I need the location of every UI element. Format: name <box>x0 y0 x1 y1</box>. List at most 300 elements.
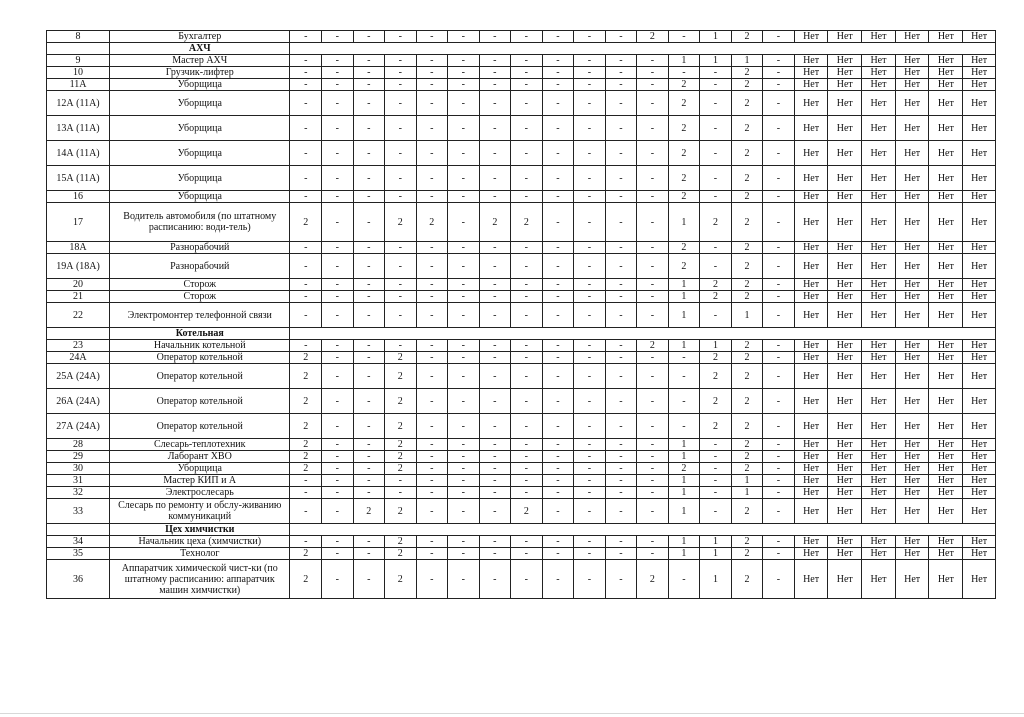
class-value-cell: - <box>763 352 795 364</box>
class-value-cell: - <box>574 254 606 279</box>
class-value-cell: - <box>479 55 511 67</box>
class-value-cell: 2 <box>731 91 763 116</box>
class-value-cell: 2 <box>385 560 417 599</box>
class-value-cell: 2 <box>290 463 322 475</box>
row-number-cell: 9 <box>47 55 110 67</box>
class-value-cell: - <box>605 141 637 166</box>
class-value-cell: - <box>700 451 732 463</box>
class-value-cell: - <box>763 116 795 141</box>
class-value-cell: - <box>385 55 417 67</box>
position-name-cell: Начальник котельной <box>110 340 290 352</box>
table-row <box>47 166 996 191</box>
table-row <box>47 487 996 499</box>
class-value-cell: - <box>353 166 385 191</box>
class-value-cell: 1 <box>700 536 732 548</box>
benefit-value-cell: Нет <box>794 203 828 242</box>
benefit-value-cell: Нет <box>895 303 929 328</box>
class-value-cell: - <box>322 499 354 524</box>
class-value-cell: - <box>416 67 448 79</box>
class-value-cell: 1 <box>700 55 732 67</box>
class-value-cell: 2 <box>668 166 700 191</box>
class-value-cell: - <box>542 242 574 254</box>
benefit-value-cell: Нет <box>929 55 963 67</box>
position-name-cell: Электрослесарь <box>110 487 290 499</box>
class-value-cell: - <box>322 79 354 91</box>
class-value-cell: - <box>574 499 606 524</box>
position-name-cell: Уборщица <box>110 79 290 91</box>
section-title: Котельная <box>110 328 290 340</box>
benefit-value-cell: Нет <box>828 79 862 91</box>
class-value-cell: - <box>542 291 574 303</box>
benefit-value-cell: Нет <box>963 487 996 499</box>
benefit-value-cell: Нет <box>828 414 862 439</box>
class-value-cell: - <box>763 475 795 487</box>
class-value-cell: - <box>353 303 385 328</box>
class-value-cell: - <box>700 487 732 499</box>
class-value-cell: - <box>290 475 322 487</box>
benefit-value-cell: Нет <box>895 203 929 242</box>
class-value-cell: - <box>511 303 543 328</box>
benefit-value-cell: Нет <box>929 340 963 352</box>
class-value-cell: - <box>763 451 795 463</box>
class-value-cell: - <box>385 79 417 91</box>
benefit-value-cell: Нет <box>895 487 929 499</box>
table-row <box>47 548 996 560</box>
class-value-cell: 2 <box>290 203 322 242</box>
class-value-cell: 2 <box>668 254 700 279</box>
benefit-value-cell: Нет <box>862 536 896 548</box>
class-value-cell: - <box>574 166 606 191</box>
class-value-cell: - <box>763 487 795 499</box>
benefit-value-cell: Нет <box>929 414 963 439</box>
class-value-cell: - <box>542 31 574 43</box>
class-value-cell: - <box>448 536 480 548</box>
class-value-cell: - <box>574 55 606 67</box>
class-value-cell: 1 <box>668 303 700 328</box>
class-value-cell: - <box>353 291 385 303</box>
class-value-cell: - <box>574 548 606 560</box>
benefit-value-cell: Нет <box>828 55 862 67</box>
benefit-value-cell: Нет <box>895 560 929 599</box>
benefit-value-cell: Нет <box>963 79 996 91</box>
class-value-cell: - <box>700 499 732 524</box>
class-value-cell: - <box>763 242 795 254</box>
class-value-cell: - <box>416 548 448 560</box>
class-value-cell: 1 <box>668 291 700 303</box>
class-value-cell: - <box>448 475 480 487</box>
benefit-value-cell: Нет <box>794 55 828 67</box>
benefit-value-cell: Нет <box>929 254 963 279</box>
class-value-cell: - <box>479 560 511 599</box>
benefit-value-cell: Нет <box>929 548 963 560</box>
position-name-cell: Мастер КИП и А <box>110 475 290 487</box>
class-value-cell: - <box>511 191 543 203</box>
class-value-cell: 1 <box>668 55 700 67</box>
class-value-cell: - <box>448 166 480 191</box>
benefit-value-cell: Нет <box>794 340 828 352</box>
benefit-value-cell: Нет <box>895 499 929 524</box>
class-value-cell: - <box>637 242 669 254</box>
class-value-cell: 2 <box>385 439 417 451</box>
class-value-cell: - <box>574 475 606 487</box>
benefit-value-cell: Нет <box>929 560 963 599</box>
benefit-value-cell: Нет <box>828 439 862 451</box>
class-value-cell: 1 <box>700 560 732 599</box>
class-value-cell: - <box>479 254 511 279</box>
benefit-value-cell: Нет <box>794 487 828 499</box>
class-value-cell: - <box>290 91 322 116</box>
benefit-value-cell: Нет <box>929 499 963 524</box>
benefit-value-cell: Нет <box>794 166 828 191</box>
class-value-cell: - <box>637 91 669 116</box>
class-value-cell: 1 <box>668 203 700 242</box>
table-row <box>47 254 996 279</box>
benefit-value-cell: Нет <box>794 352 828 364</box>
position-name-cell: Оператор котельной <box>110 389 290 414</box>
class-value-cell: - <box>511 242 543 254</box>
class-value-cell: - <box>763 291 795 303</box>
class-value-cell: - <box>353 203 385 242</box>
class-value-cell: - <box>416 279 448 291</box>
benefit-value-cell: Нет <box>895 340 929 352</box>
class-value-cell: - <box>479 499 511 524</box>
class-value-cell: 2 <box>731 340 763 352</box>
class-value-cell: - <box>416 414 448 439</box>
class-value-cell: - <box>763 91 795 116</box>
class-value-cell: - <box>542 340 574 352</box>
benefit-value-cell: Нет <box>862 303 896 328</box>
class-value-cell: - <box>542 439 574 451</box>
class-value-cell: - <box>637 389 669 414</box>
benefit-value-cell: Нет <box>794 242 828 254</box>
class-value-cell: - <box>542 499 574 524</box>
benefit-value-cell: Нет <box>963 203 996 242</box>
section-row <box>47 43 996 55</box>
class-value-cell: 1 <box>700 340 732 352</box>
class-value-cell: - <box>290 67 322 79</box>
table-row <box>47 536 996 548</box>
table-row <box>47 451 996 463</box>
class-value-cell: - <box>763 79 795 91</box>
class-value-cell: - <box>353 414 385 439</box>
benefit-value-cell: Нет <box>895 439 929 451</box>
class-value-cell: 1 <box>700 548 732 560</box>
class-value-cell: - <box>542 463 574 475</box>
class-value-cell: - <box>605 451 637 463</box>
class-value-cell: - <box>637 536 669 548</box>
benefit-value-cell: Нет <box>895 475 929 487</box>
class-value-cell: - <box>637 67 669 79</box>
class-value-cell: - <box>542 560 574 599</box>
class-value-cell: - <box>574 141 606 166</box>
class-value-cell: - <box>574 463 606 475</box>
benefit-value-cell: Нет <box>862 414 896 439</box>
class-value-cell: - <box>700 79 732 91</box>
benefit-value-cell: Нет <box>828 191 862 203</box>
benefit-value-cell: Нет <box>828 548 862 560</box>
class-value-cell: 2 <box>731 79 763 91</box>
row-number-cell: 8 <box>47 31 110 43</box>
table-row <box>47 352 996 364</box>
class-value-cell: - <box>448 463 480 475</box>
class-value-cell: - <box>448 141 480 166</box>
class-value-cell: - <box>479 116 511 141</box>
benefit-value-cell: Нет <box>862 242 896 254</box>
class-value-cell: - <box>700 191 732 203</box>
benefit-value-cell: Нет <box>862 31 896 43</box>
class-value-cell: - <box>637 291 669 303</box>
class-value-cell: 2 <box>353 499 385 524</box>
class-value-cell: 1 <box>731 475 763 487</box>
class-value-cell: - <box>416 439 448 451</box>
benefit-value-cell: Нет <box>828 242 862 254</box>
benefit-value-cell: Нет <box>963 166 996 191</box>
class-value-cell: - <box>385 141 417 166</box>
class-value-cell: 2 <box>731 536 763 548</box>
class-value-cell: 2 <box>290 451 322 463</box>
row-number-cell: 22 <box>47 303 110 328</box>
class-value-cell: - <box>668 352 700 364</box>
table-row <box>47 364 996 389</box>
class-value-cell: - <box>637 55 669 67</box>
class-value-cell: - <box>416 116 448 141</box>
class-value-cell: - <box>448 242 480 254</box>
benefit-value-cell: Нет <box>828 352 862 364</box>
benefit-value-cell: Нет <box>963 352 996 364</box>
class-value-cell: - <box>322 166 354 191</box>
benefit-value-cell: Нет <box>794 141 828 166</box>
class-value-cell: - <box>353 463 385 475</box>
class-value-cell: - <box>574 414 606 439</box>
benefit-value-cell: Нет <box>895 91 929 116</box>
class-value-cell: - <box>605 364 637 389</box>
class-value-cell: - <box>416 499 448 524</box>
class-value-cell: 2 <box>731 141 763 166</box>
table-row <box>47 499 996 524</box>
class-value-cell: - <box>763 364 795 389</box>
position-name-cell: Оператор котельной <box>110 364 290 389</box>
benefit-value-cell: Нет <box>828 499 862 524</box>
class-value-cell: - <box>542 67 574 79</box>
class-value-cell: - <box>700 67 732 79</box>
benefit-value-cell: Нет <box>929 116 963 141</box>
class-value-cell: - <box>416 340 448 352</box>
position-name-cell: Уборщица <box>110 463 290 475</box>
class-value-cell: - <box>605 463 637 475</box>
class-value-cell: - <box>479 487 511 499</box>
class-value-cell: - <box>322 487 354 499</box>
class-value-cell: - <box>322 91 354 116</box>
class-value-cell: - <box>385 31 417 43</box>
benefit-value-cell: Нет <box>929 166 963 191</box>
class-value-cell: - <box>511 548 543 560</box>
class-value-cell: - <box>353 389 385 414</box>
class-value-cell: 2 <box>290 389 322 414</box>
class-value-cell: - <box>763 499 795 524</box>
class-value-cell: - <box>290 31 322 43</box>
class-value-cell: - <box>479 389 511 414</box>
benefit-value-cell: Нет <box>828 364 862 389</box>
class-value-cell: - <box>290 55 322 67</box>
class-value-cell: - <box>479 548 511 560</box>
class-value-cell: - <box>353 141 385 166</box>
class-value-cell: 1 <box>668 439 700 451</box>
class-value-cell: - <box>448 340 480 352</box>
class-value-cell: - <box>448 364 480 389</box>
class-value-cell: 1 <box>731 303 763 328</box>
class-value-cell: - <box>542 254 574 279</box>
class-value-cell: - <box>668 67 700 79</box>
class-value-cell: - <box>416 242 448 254</box>
class-value-cell: - <box>479 439 511 451</box>
table-row <box>47 242 996 254</box>
class-value-cell: 1 <box>700 31 732 43</box>
position-name-cell: Слесарь-теплотехник <box>110 439 290 451</box>
benefit-value-cell: Нет <box>929 291 963 303</box>
class-value-cell: - <box>416 191 448 203</box>
class-value-cell: - <box>416 31 448 43</box>
class-value-cell: - <box>542 91 574 116</box>
class-value-cell: - <box>637 279 669 291</box>
class-value-cell: - <box>385 487 417 499</box>
benefit-value-cell: Нет <box>895 242 929 254</box>
class-value-cell: - <box>479 91 511 116</box>
class-value-cell: - <box>668 31 700 43</box>
row-number-cell: 30 <box>47 463 110 475</box>
benefit-value-cell: Нет <box>963 191 996 203</box>
class-value-cell: - <box>385 279 417 291</box>
class-value-cell: - <box>385 303 417 328</box>
benefit-value-cell: Нет <box>862 352 896 364</box>
benefit-value-cell: Нет <box>828 254 862 279</box>
class-value-cell: - <box>448 91 480 116</box>
position-name-cell: Уборщица <box>110 91 290 116</box>
class-value-cell: - <box>574 560 606 599</box>
class-value-cell: - <box>385 67 417 79</box>
class-value-cell: 1 <box>668 548 700 560</box>
row-number-cell: 35 <box>47 548 110 560</box>
class-value-cell: - <box>290 79 322 91</box>
benefit-value-cell: Нет <box>794 548 828 560</box>
benefit-value-cell: Нет <box>862 191 896 203</box>
class-value-cell: - <box>290 242 322 254</box>
class-value-cell: - <box>290 254 322 279</box>
class-value-cell: - <box>511 79 543 91</box>
class-value-cell: - <box>637 364 669 389</box>
class-value-cell: - <box>637 79 669 91</box>
class-value-cell: 2 <box>637 560 669 599</box>
class-value-cell: - <box>385 242 417 254</box>
class-value-cell: - <box>416 364 448 389</box>
position-name-cell: Разнорабочий <box>110 242 290 254</box>
class-value-cell: - <box>290 141 322 166</box>
benefit-value-cell: Нет <box>963 414 996 439</box>
benefit-value-cell: Нет <box>828 91 862 116</box>
benefit-value-cell: Нет <box>963 67 996 79</box>
class-value-cell: - <box>763 191 795 203</box>
class-value-cell: - <box>668 389 700 414</box>
benefit-value-cell: Нет <box>895 291 929 303</box>
class-value-cell: - <box>700 116 732 141</box>
class-value-cell: - <box>448 291 480 303</box>
class-value-cell: 2 <box>511 499 543 524</box>
class-value-cell: - <box>448 303 480 328</box>
class-value-cell: 2 <box>731 414 763 439</box>
class-value-cell: 2 <box>731 451 763 463</box>
class-value-cell: - <box>511 389 543 414</box>
class-value-cell: - <box>605 91 637 116</box>
class-value-cell: - <box>763 166 795 191</box>
benefit-value-cell: Нет <box>794 91 828 116</box>
class-value-cell: - <box>605 116 637 141</box>
class-value-cell: - <box>668 560 700 599</box>
benefit-value-cell: Нет <box>963 499 996 524</box>
benefit-value-cell: Нет <box>828 141 862 166</box>
row-number-cell: 16 <box>47 191 110 203</box>
class-value-cell: - <box>511 560 543 599</box>
row-number-cell: 26А (24А) <box>47 389 110 414</box>
class-value-cell: - <box>763 55 795 67</box>
class-value-cell: - <box>353 31 385 43</box>
class-value-cell: - <box>511 116 543 141</box>
position-name-cell: Сторож <box>110 279 290 291</box>
class-value-cell: - <box>605 291 637 303</box>
position-name-cell: Уборщица <box>110 191 290 203</box>
row-number-cell: 24А <box>47 352 110 364</box>
class-value-cell: - <box>353 451 385 463</box>
class-value-cell: - <box>479 67 511 79</box>
benefit-value-cell: Нет <box>794 279 828 291</box>
class-value-cell: - <box>416 463 448 475</box>
benefit-value-cell: Нет <box>828 463 862 475</box>
class-value-cell: 2 <box>731 166 763 191</box>
class-value-cell: - <box>479 303 511 328</box>
class-value-cell: - <box>448 352 480 364</box>
class-value-cell: - <box>353 548 385 560</box>
class-value-cell: - <box>322 560 354 599</box>
class-value-cell: - <box>322 31 354 43</box>
class-value-cell: - <box>479 291 511 303</box>
class-value-cell: - <box>763 141 795 166</box>
class-value-cell: - <box>479 31 511 43</box>
section-number-cell <box>47 43 110 55</box>
class-value-cell: - <box>448 279 480 291</box>
class-value-cell: - <box>542 536 574 548</box>
class-value-cell: - <box>511 279 543 291</box>
class-value-cell: - <box>511 487 543 499</box>
row-number-cell: 28 <box>47 439 110 451</box>
table-row <box>47 31 996 43</box>
class-value-cell: - <box>385 254 417 279</box>
class-value-cell: - <box>448 451 480 463</box>
class-value-cell: - <box>448 203 480 242</box>
benefit-value-cell: Нет <box>929 475 963 487</box>
class-value-cell: 2 <box>668 116 700 141</box>
benefit-value-cell: Нет <box>929 463 963 475</box>
class-value-cell: 2 <box>731 242 763 254</box>
row-number-cell: 14А (11А) <box>47 141 110 166</box>
class-value-cell: - <box>385 475 417 487</box>
class-value-cell: - <box>511 352 543 364</box>
class-value-cell: - <box>479 191 511 203</box>
class-value-cell: 2 <box>731 548 763 560</box>
class-value-cell: - <box>479 364 511 389</box>
class-value-cell: - <box>700 439 732 451</box>
row-number-cell: 20 <box>47 279 110 291</box>
benefit-value-cell: Нет <box>963 116 996 141</box>
benefit-value-cell: Нет <box>828 116 862 141</box>
class-value-cell: - <box>322 242 354 254</box>
